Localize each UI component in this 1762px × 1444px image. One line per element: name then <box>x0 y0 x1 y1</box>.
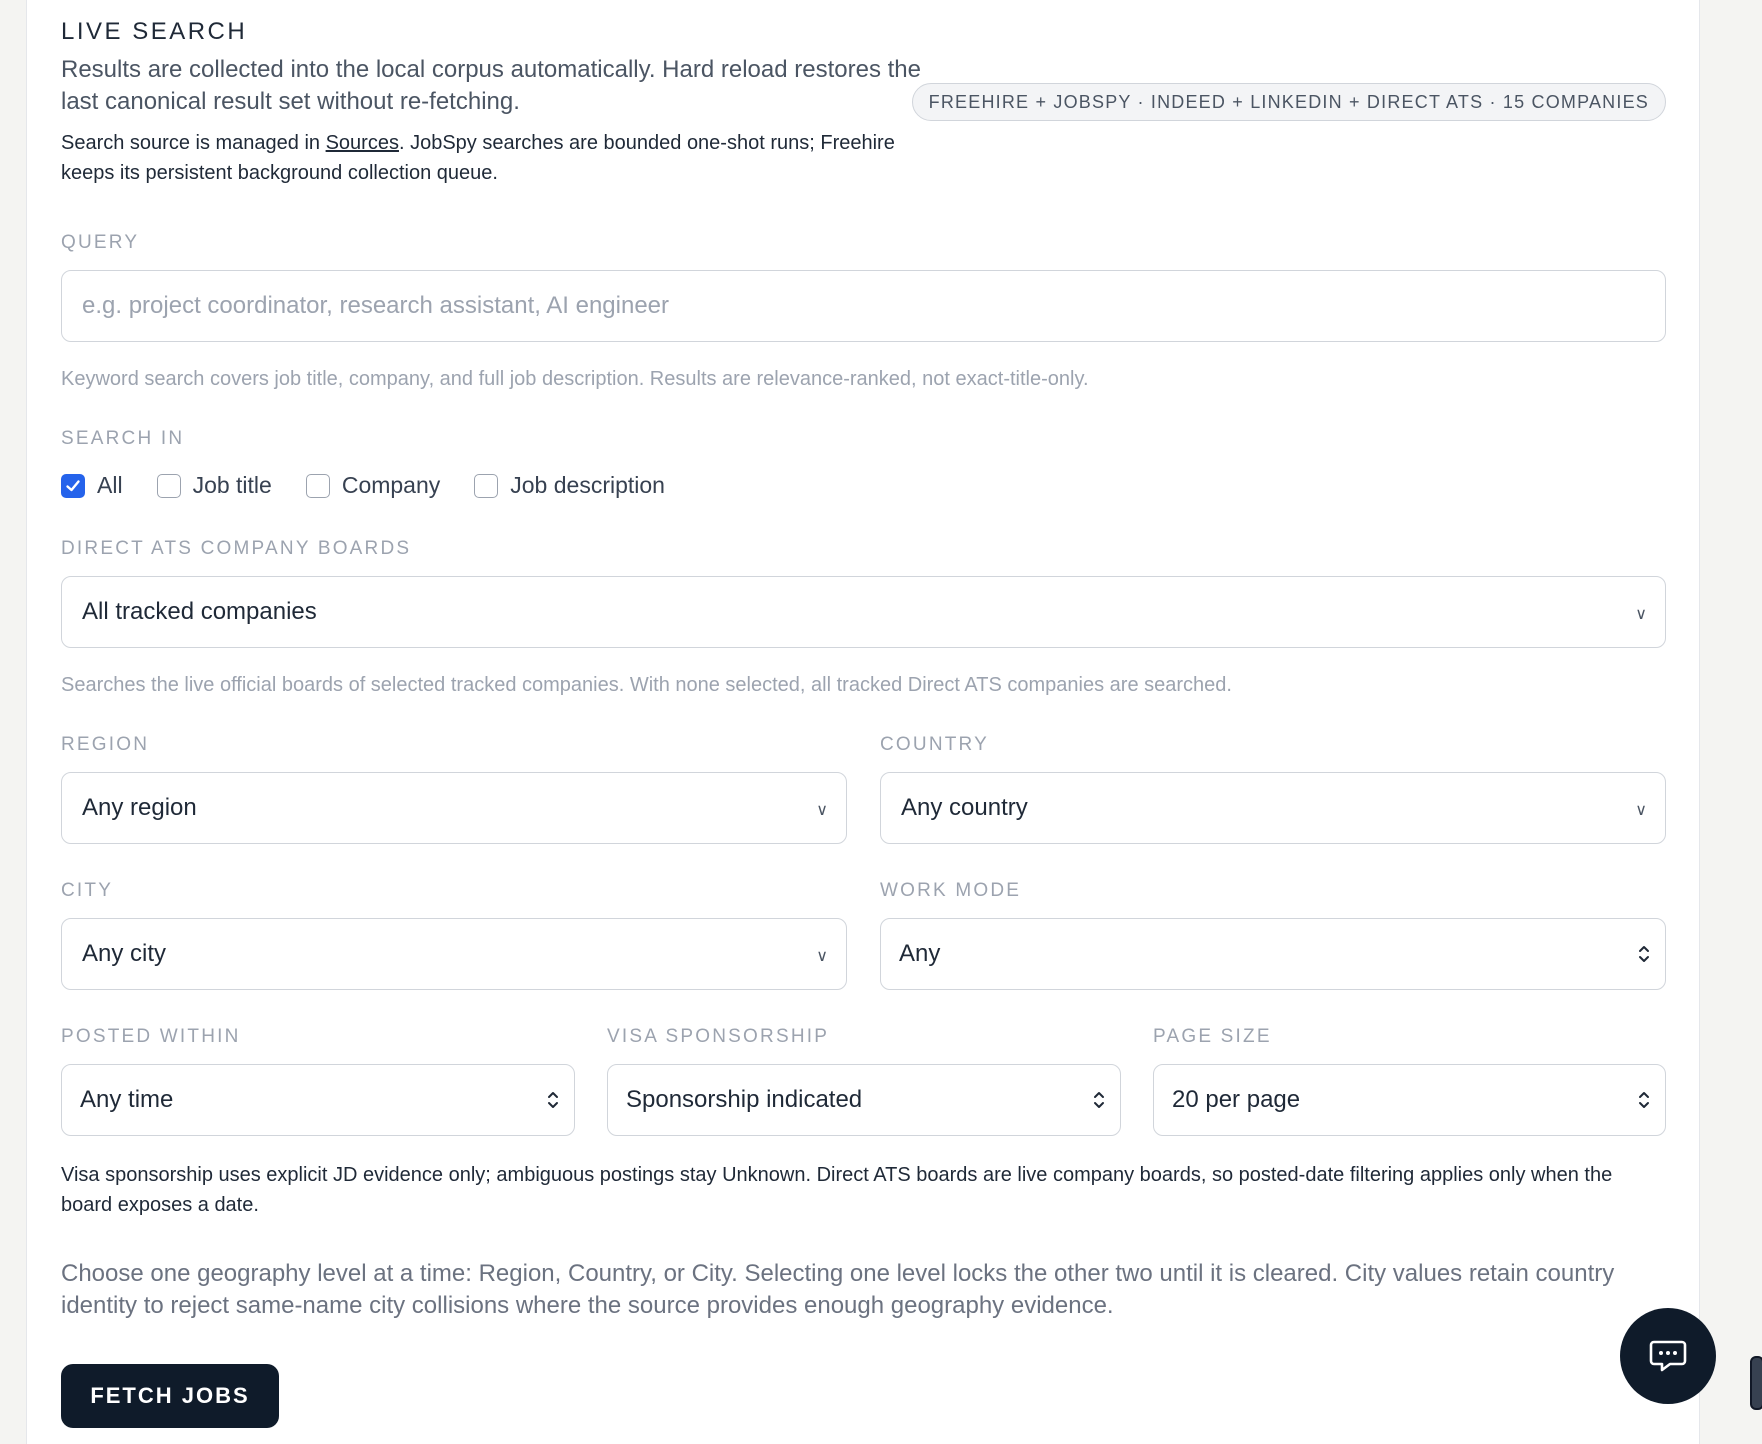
search-in-label: SEARCH IN <box>61 428 185 449</box>
city-value: Any city <box>82 940 167 967</box>
search-in-options <box>61 472 699 499</box>
chat-bubble-icon <box>1648 1338 1688 1374</box>
page-size-value: 20 per page <box>1172 1086 1301 1113</box>
updown-icon <box>1092 1089 1106 1111</box>
fetch-jobs-button[interactable]: FETCH JOBS <box>61 1364 279 1428</box>
query-placeholder: e.g. project coordinator, research assistant, AI engineer <box>82 292 670 319</box>
work-mode-select[interactable] <box>880 918 1666 990</box>
scroll-handle[interactable] <box>1750 1356 1762 1410</box>
posted-within-value: Any time <box>80 1086 174 1113</box>
chevron-down-icon: ∨ <box>816 802 828 819</box>
checkbox-unchecked[interactable] <box>306 474 330 498</box>
chevron-down-icon: ∨ <box>816 948 828 965</box>
ats-label: DIRECT ATS COMPANY BOARDS <box>61 538 412 559</box>
page-size-label: PAGE SIZE <box>1153 1026 1272 1047</box>
posted-within-label: POSTED WITHIN <box>61 1026 241 1047</box>
query-input[interactable] <box>61 270 1666 342</box>
source-note <box>61 128 921 188</box>
checkbox-checked[interactable] <box>61 474 85 498</box>
source-chip: FREEHIRE + JOBSPY · INDEED + LINKEDIN + DIRECT ATS · 15 COMPANIES <box>912 83 1666 121</box>
checkbox-unchecked[interactable] <box>157 474 181 498</box>
chat-button[interactable] <box>1620 1308 1716 1404</box>
city-label: CITY <box>61 880 114 901</box>
visa-note: Visa sponsorship uses explicit JD evidence only; ambiguous postings stay Unknown. Direct ATS boards are live company boards, so posted-date filtering applies only when the board exposes a date. <box>61 1164 1613 1216</box>
source-note-prefix: Search source is managed in <box>61 132 326 154</box>
query-helper: Keyword search covers job title, company, and full job description. Results are relevance-ranked, not exact-title-only. <box>61 368 1089 390</box>
work-mode-label: WORK MODE <box>880 880 1022 901</box>
section-title: LIVE SEARCH <box>61 18 248 45</box>
chevron-down-icon: ∨ <box>1635 606 1647 623</box>
chevron-down-icon: ∨ <box>1635 802 1647 819</box>
visa-value: Sponsorship indicated <box>626 1086 863 1113</box>
live-search-panel <box>26 0 1700 1444</box>
ats-value: All tracked companies <box>82 598 317 625</box>
section-intro: Results are collected into the local corpus automatically. Hard reload restores the last canonical result set without re-fetching. <box>61 56 921 115</box>
search-in-company[interactable] <box>306 472 440 499</box>
region-value: Any region <box>82 794 197 821</box>
search-in-all-label: All <box>97 472 123 498</box>
updown-icon <box>546 1089 560 1111</box>
visa-select[interactable] <box>607 1064 1121 1136</box>
query-label: QUERY <box>61 232 140 253</box>
country-select[interactable] <box>880 772 1666 844</box>
search-in-all[interactable] <box>61 472 123 499</box>
search-in-job-title[interactable] <box>157 472 272 499</box>
work-mode-value: Any <box>899 940 941 967</box>
visa-label: VISA SPONSORSHIP <box>607 1026 830 1047</box>
page-size-select[interactable] <box>1153 1064 1666 1136</box>
ats-select[interactable] <box>61 576 1666 648</box>
search-in-job-description-label: Job description <box>510 472 665 498</box>
city-select[interactable] <box>61 918 847 990</box>
region-label: REGION <box>61 734 150 755</box>
geo-note: Choose one geography level at a time: Region, Country, or City. Selecting one level locks the other two until it is cleared. City values retain country identity to reject same-name city collisions where the source provides enough geography evidence. <box>61 1260 1615 1319</box>
country-label: COUNTRY <box>880 734 989 755</box>
posted-within-select[interactable] <box>61 1064 575 1136</box>
country-value: Any country <box>901 794 1028 821</box>
ats-helper: Searches the live official boards of selected tracked companies. With none selected, all tracked Direct ATS companies are searched. <box>61 674 1232 696</box>
updown-icon <box>1637 943 1651 965</box>
updown-icon <box>1637 1089 1651 1111</box>
sources-link[interactable]: Sources <box>325 132 399 154</box>
search-in-job-description[interactable] <box>474 472 665 499</box>
checkbox-unchecked[interactable] <box>474 474 498 498</box>
region-select[interactable] <box>61 772 847 844</box>
search-in-job-title-label: Job title <box>192 472 272 498</box>
source-note-suffix: . JobSpy searches are bounded one-shot runs; Freehire keeps its persistent background collection queue. <box>61 132 895 184</box>
search-in-company-label: Company <box>341 472 441 498</box>
